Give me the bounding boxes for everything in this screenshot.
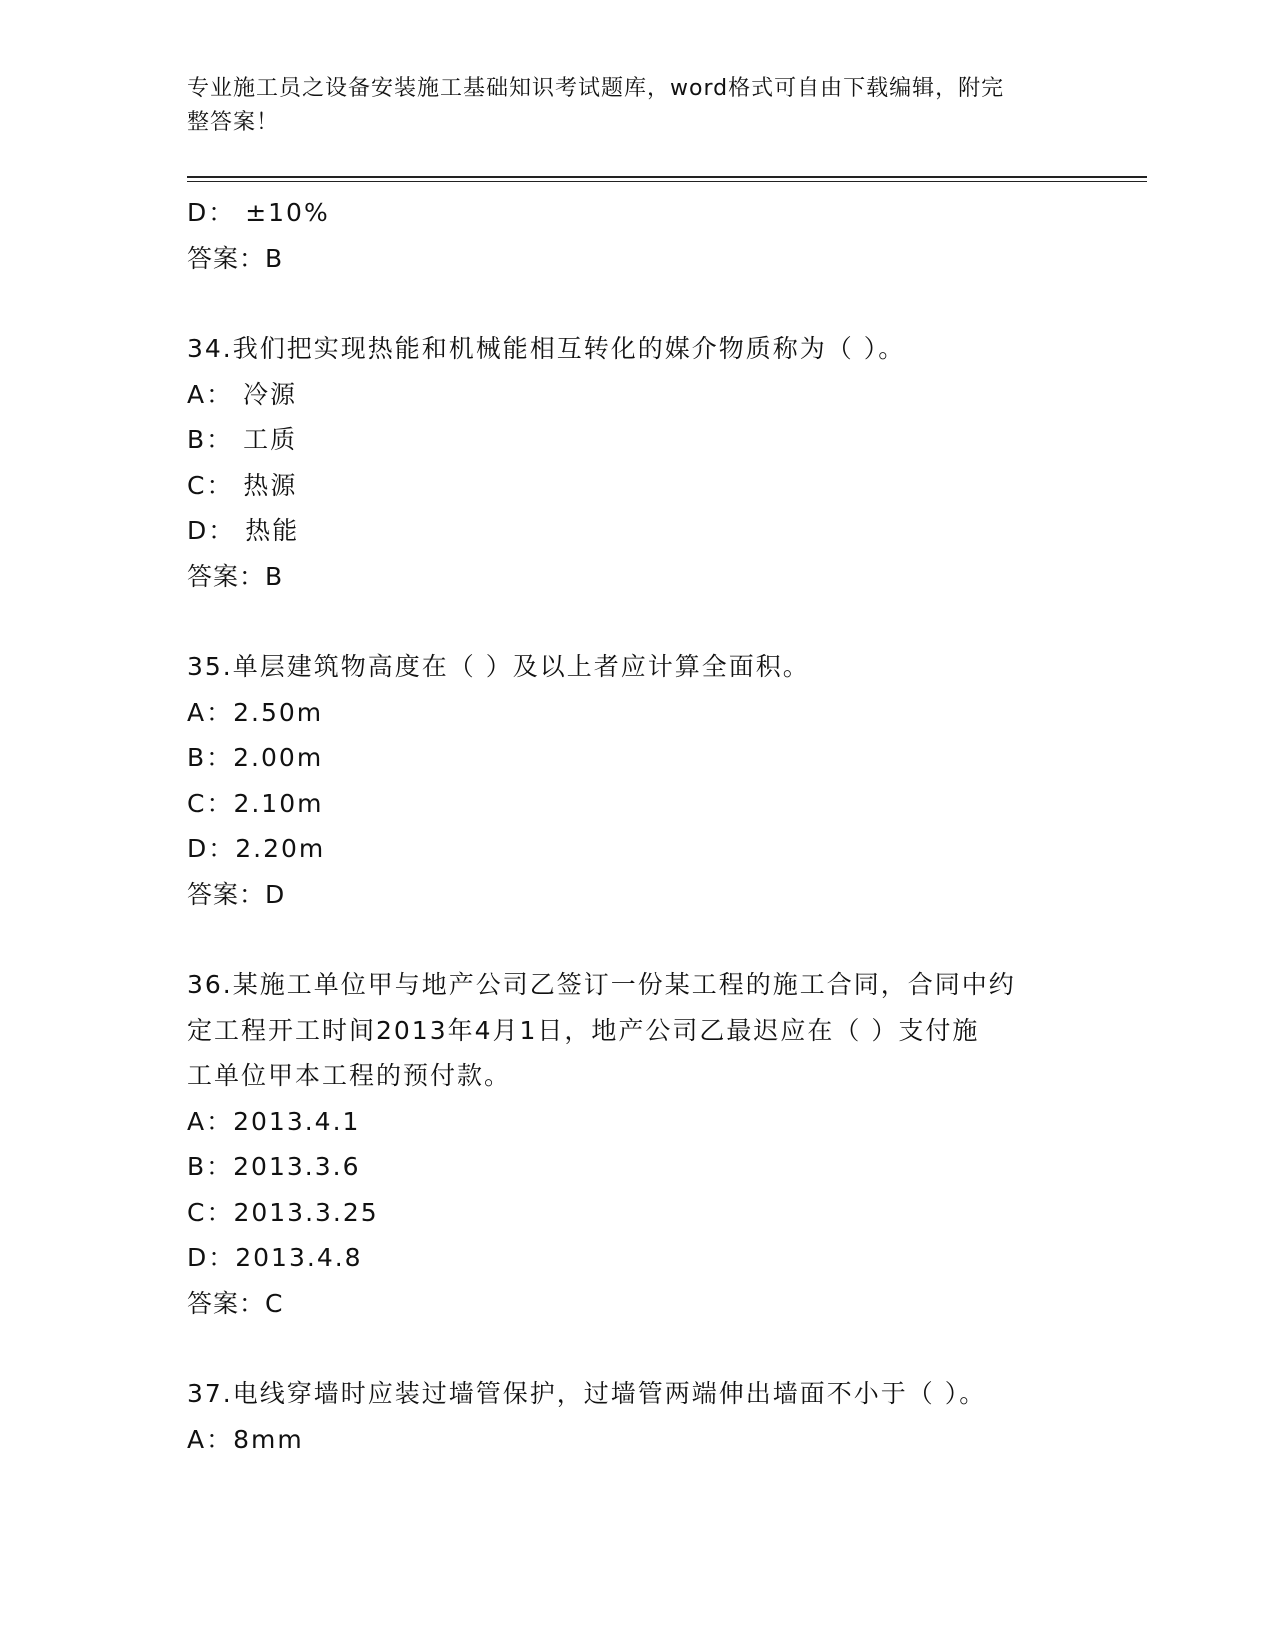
option-a: A：2013.4.1 xyxy=(187,1106,361,1136)
header-divider-thick xyxy=(187,176,1147,178)
option-d: D：2.20m xyxy=(187,834,326,863)
option-d: D： ±10% xyxy=(187,198,330,227)
option-b: B：2.00m xyxy=(187,743,324,772)
option-a: A：2.50m xyxy=(187,697,324,727)
question-37 xyxy=(187,1371,1087,1462)
question-34 xyxy=(187,326,1087,599)
option-b: B：2013.3.6 xyxy=(187,1152,361,1181)
option-b: B： 工质 xyxy=(187,425,298,454)
header-line-2: 整答案！ xyxy=(187,110,280,135)
question-stem-line-1: 36.某施工单位甲与地产公司乙签订一份某工程的施工合同，合同中约 xyxy=(187,970,1016,999)
answer: 答案：B xyxy=(187,243,284,273)
question-stem: 35.单层建筑物高度在（ ）及以上者应计算全面积。 xyxy=(187,652,810,681)
header-divider-thin xyxy=(187,181,1147,182)
option-d: D： 热能 xyxy=(187,516,300,545)
question-stem-line-2: 定工程开工时间2013年4月1日，地产公司乙最迟应在（ ）支付施 xyxy=(187,1015,980,1045)
option-a: A： 冷源 xyxy=(187,379,298,409)
option-c: C：2.10m xyxy=(187,788,324,818)
question-35 xyxy=(187,644,1087,917)
option-c: C：2013.3.25 xyxy=(187,1197,379,1227)
option-a: A：8mm xyxy=(187,1424,304,1454)
question-stem: 37.电线穿墙时应装过墙管保护，过墙管两端伸出墙面不小于（ ）。 xyxy=(187,1379,987,1408)
option-c: C： 热源 xyxy=(187,470,298,500)
answer: 答案：C xyxy=(187,1288,284,1318)
question-36 xyxy=(187,962,1087,1326)
option-d: D：2013.4.8 xyxy=(187,1243,363,1272)
document-header xyxy=(187,72,1067,140)
answer: 答案：B xyxy=(187,561,284,591)
answer: 答案：D xyxy=(187,879,286,909)
question-list xyxy=(187,190,1087,1462)
question-stem: 34.我们把实现热能和机械能相互转化的媒介物质称为（ ）。 xyxy=(187,334,906,363)
header-line-1: 专业施工员之设备安装施工基础知识考试题库，word格式可自由下载编辑，附完 xyxy=(187,76,1005,101)
question-stem-line-3: 工单位甲本工程的预付款。 xyxy=(187,1061,512,1090)
